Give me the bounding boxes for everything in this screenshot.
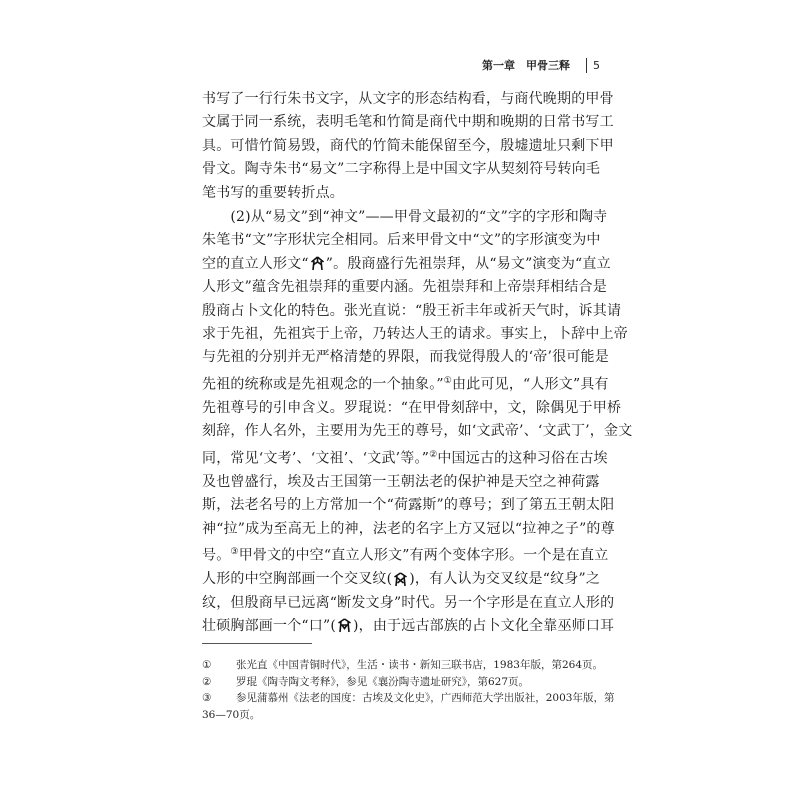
text-line: 刻辞，作人名外，主要用为先王的尊号，如‘文武帝’、‘文武丁’，金文 [202, 423, 633, 440]
text-line: 先祖尊号的引申含义。罗琨说：“在甲骨刻辞中，文，除偶见于甲桥 [202, 399, 622, 416]
text-fragment: 壮硕胸部画一个“口”( [202, 617, 336, 634]
text-fragment: 号。 [202, 547, 231, 564]
text-line: 斯，法老名号的上方常加一个“荷露斯”的尊号；到了第五王朝太阳 [202, 497, 615, 514]
text-line [202, 370, 609, 397]
text-line [202, 568, 601, 591]
footnote-number: ① [202, 659, 212, 671]
text-fragment: 先祖的统称或是先祖观念的一个抽象。” [202, 376, 444, 393]
text-fragment: 中国远古的这种习俗在古埃 [437, 450, 608, 467]
footnotes [202, 657, 615, 723]
text-line: 书写了一行行朱书文字，从文字的形态结构看，与商代晚期的甲骨 [202, 91, 614, 107]
text-fragment: )，有人认为交叉纹是“纹身”之 [409, 571, 601, 588]
paragraph-2 [202, 206, 633, 638]
page-number: 5 [593, 58, 600, 72]
footnote-text: 罗琨《陶寺陶文考释》，参见《襄汾陶寺遗址研究》，第627页。 [236, 675, 530, 688]
text-line: 朱笔书“文”字形状完全相同。后来甲骨文中“文”的字形演变为中 [202, 232, 601, 249]
footnote-ref-2[interactable]: ② [429, 449, 438, 460]
text-line: 骨文。陶寺朱书“易文”二字称得上是中国文字从契刻符号转向毛 [202, 161, 601, 178]
text-fragment: )，由于远古部族的占卜文化全靠巫师口耳 [352, 617, 615, 634]
running-header [482, 57, 600, 73]
main-text [202, 88, 633, 638]
text-fragment: ”。殷商盛行先祖崇拜，从“易文”演变为“直立 [325, 255, 611, 272]
footnote-number: ③ [202, 692, 212, 704]
text-line: (2)从“易文”到“神文”——甲骨文最初的“文”字的字形和陶寺 [202, 209, 608, 226]
oracle-wen-glyph-icon [310, 256, 325, 271]
text-line: 笔书写的重要转折点。 [202, 184, 344, 201]
header-divider [586, 58, 587, 73]
footnote-2 [202, 674, 598, 691]
text-line: 求于先祖，先祖宾于上帝，乃转达人王的请求。事实上，卜辞中上帝 [202, 326, 628, 343]
chapter-title: 第一章 甲骨三释 [482, 59, 570, 72]
text-line [202, 253, 611, 276]
footnote-text-continued: 36—70页。 [202, 708, 261, 721]
text-line: 及也曾盛行，埃及古王国第一王朝法老的保护神是天空之神荷露 [202, 473, 600, 490]
text-line: 殷商占卜文化的特色。张光直说：“殷王祈丰年或祈天气时，诉其请 [202, 302, 622, 319]
text-line: 纹，但殷商早已远离“断发文身”时代。另一个字形是在直立人形的 [202, 594, 615, 611]
text-line: 与先祖的分别并无严格清楚的界限，而我觉得殷人的‘帝’很可能是 [202, 349, 609, 366]
footnote-text: 参见蒲慕州《法老的国度：古埃及文化史》，广西师范大学出版社，2003年版，第 [236, 692, 615, 704]
footnote-3 [202, 690, 615, 707]
footnote-ref-3[interactable]: ③ [230, 547, 239, 558]
paragraph-1 [202, 88, 614, 205]
oracle-wen-mouth-glyph-icon [337, 618, 352, 633]
text-fragment: 人形的中空胸部画一个交叉纹( [202, 571, 393, 588]
text-line: 神“拉”成为至高无上的神，法老的名字上方又冠以“拉神之子”的尊 [202, 520, 615, 537]
text-fragment: 甲骨文的中空“直立人形文”有两个变体字形。一个是在直立 [238, 547, 609, 564]
footnote-divider [202, 643, 312, 644]
text-line: 具。可惜竹简易毁，商代的竹简未能保留至今，殷墟遗址只剩下甲 [202, 137, 614, 154]
text-line: 人形文”蕴含先祖崇拜的重要内涵。先祖崇拜和上帝崇拜相结合是 [202, 279, 607, 296]
text-line [202, 541, 609, 568]
footnote-number: ② [202, 675, 212, 688]
oracle-wen-crossed-glyph-icon [393, 572, 408, 587]
footnote-1 [202, 657, 604, 674]
text-line [202, 615, 615, 638]
footnote-text: 张光直《中国青铜时代》，生活・读书・新知三联书店，1983年版，第264页。 [236, 659, 604, 671]
footnote-ref-1[interactable]: ① [443, 375, 453, 386]
text-fragment: 同，常见‘文考’、‘文祖’、‘文武’等。” [202, 450, 430, 467]
text-line: 文属于同一系统，表明毛笔和竹简是商代中期和晚期的日常书写工 [202, 114, 614, 131]
text-line [202, 444, 608, 471]
text-fragment: 由此可见，“人形文”具有 [452, 376, 609, 393]
text-fragment: 空的直立人形文“ [202, 255, 309, 272]
